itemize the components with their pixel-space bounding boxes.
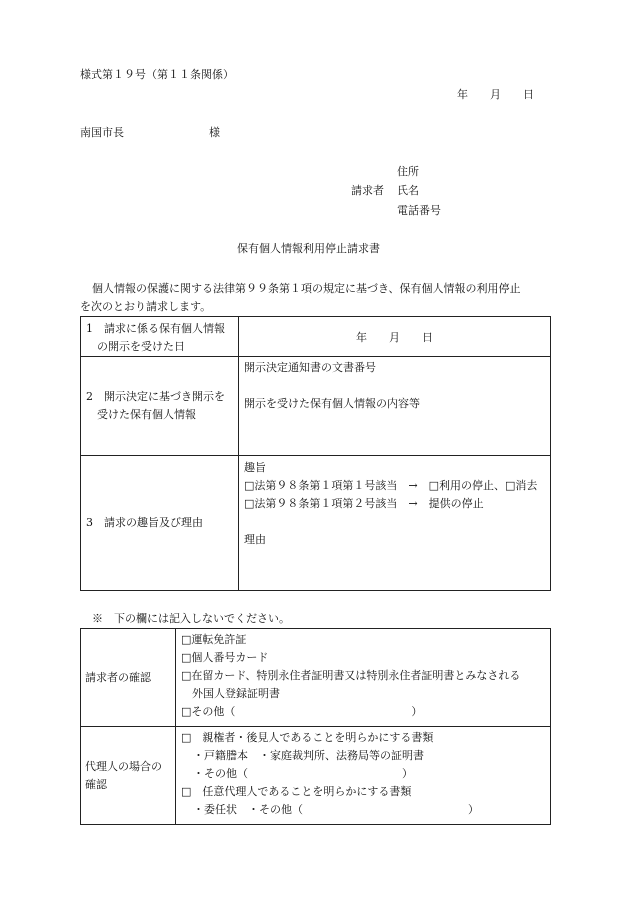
list-item[interactable]: ・委任状 ・その他（ ） bbox=[193, 803, 479, 816]
row3-label bbox=[81, 456, 239, 591]
purpose-heading: 趣旨 bbox=[244, 461, 266, 474]
phone-label: 電話番号 bbox=[397, 204, 441, 217]
list-item[interactable]: □在留カード、特別永住者証明書又は特別永住者証明書とみなされる bbox=[181, 669, 521, 682]
row1-label-line1: 1 請求に係る保有個人情報 bbox=[86, 322, 225, 335]
agent-confirm-label bbox=[81, 727, 176, 825]
list-item[interactable]: □個人番号カード bbox=[181, 651, 269, 664]
table-row bbox=[81, 357, 551, 456]
list-item[interactable]: □その他（ ） bbox=[181, 705, 423, 718]
purpose-option-1[interactable]: □法第９８条第１項第１号該当 → □利用の停止、□消去 bbox=[244, 479, 538, 492]
page-title: 保有個人情報利用停止請求書 bbox=[237, 242, 380, 255]
recipient-name: 南国市長 bbox=[80, 126, 124, 139]
requester-confirm-label bbox=[81, 629, 176, 727]
office-use-table bbox=[80, 628, 551, 825]
purpose-option-2[interactable]: □法第９８条第１項第２号該当 → 提供の停止 bbox=[244, 497, 484, 510]
agent-confirm-items bbox=[176, 727, 551, 825]
name-label: 氏名 bbox=[397, 184, 419, 197]
request-table bbox=[80, 316, 551, 591]
row2-label-line1: 2 開示決定に基づき開示を bbox=[86, 390, 225, 403]
address-label: 住所 bbox=[397, 165, 419, 178]
agent-confirm-label-line1: 代理人の場合の bbox=[85, 759, 162, 773]
list-item[interactable]: ・その他（ ） bbox=[193, 767, 413, 780]
row2-label bbox=[81, 357, 239, 456]
row1-date-value: 年 月 日 bbox=[356, 330, 433, 344]
row1-label bbox=[81, 317, 239, 357]
row3-value-field[interactable] bbox=[239, 456, 551, 591]
row2-label-line2: 受けた保有個人情報 bbox=[86, 408, 196, 421]
recipient-honorific: 様 bbox=[209, 126, 220, 139]
list-item[interactable]: ・戸籍謄本 ・家庭裁判所、法務局等の証明書 bbox=[193, 749, 424, 762]
list-item[interactable]: □ 任意代理人であることを明らかにする書類 bbox=[181, 785, 412, 798]
list-item: 外国人登録証明書 bbox=[181, 687, 280, 700]
row1-date-field[interactable] bbox=[239, 317, 551, 357]
intro-line-2: を次のとおり請求します。 bbox=[80, 300, 212, 313]
list-item[interactable]: □運転免許証 bbox=[181, 633, 247, 646]
date-header: 年 月 日 bbox=[457, 88, 534, 101]
form-number: 様式第１９号（第１１条関係） bbox=[80, 68, 234, 81]
office-use-note: ※ 下の欄には記入しないでください。 bbox=[92, 612, 290, 625]
list-item[interactable]: □ 親権者・後見人であることを明らかにする書類 bbox=[181, 731, 434, 744]
row2-value-field[interactable] bbox=[239, 357, 551, 456]
doc-number-label: 開示決定通知書の文書番号 bbox=[244, 361, 376, 374]
requester-label: 請求者 bbox=[351, 184, 384, 197]
row1-label-line2: の開示を受けた日 bbox=[86, 340, 185, 353]
requester-confirm-label-text: 請求者の確認 bbox=[85, 670, 151, 684]
reason-heading: 理由 bbox=[244, 533, 266, 546]
table-row bbox=[81, 317, 551, 357]
content-label: 開示を受けた保有個人情報の内容等 bbox=[244, 397, 420, 410]
row3-label-text: 3 請求の趣旨及び理由 bbox=[86, 516, 203, 529]
requester-confirm-items bbox=[176, 629, 551, 727]
intro-line-1: 個人情報の保護に関する法律第９９条第１項の規定に基づき、保有個人情報の利用停止 bbox=[92, 282, 521, 295]
table-row bbox=[81, 629, 551, 727]
table-row bbox=[81, 727, 551, 825]
table-row bbox=[81, 456, 551, 591]
agent-confirm-label-line2: 確認 bbox=[85, 777, 107, 791]
